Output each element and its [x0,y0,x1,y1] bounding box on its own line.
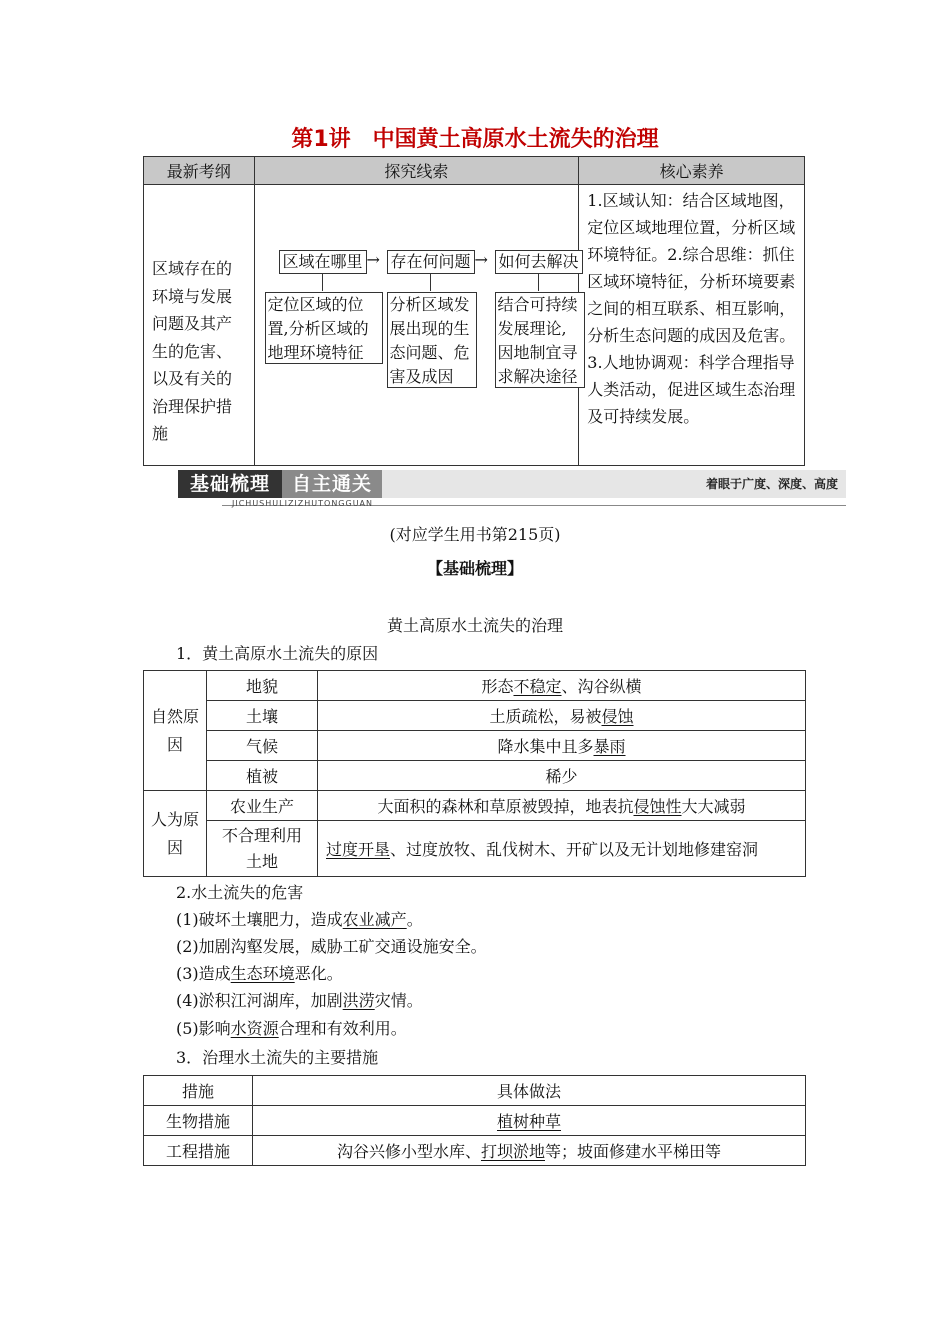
natural-causes-label: 自然原因 [144,671,207,791]
harm-item: (5)影响水资源合理和有效利用。 [176,1019,407,1038]
causes-table [143,670,806,877]
header-syllabus: 最新考纲 [144,157,255,185]
measure-header: 具体做法 [253,1076,806,1106]
cause-detail: 形态不稳定、沟谷纵横 [318,671,806,701]
measures-table [143,1075,806,1166]
harm-item: (1)破坏土壤肥力，造成农业减产。 [176,910,423,929]
cause-detail: 降水集中且多暴雨 [318,731,806,761]
clue-problem: 存在何问题 [387,250,475,274]
topic-heading: 黄土高原水土流失的治理 [386,616,563,635]
factor-cell: 气候 [207,731,318,761]
question-2: 2.水土流失的危害 [176,883,304,902]
overview-table [143,156,805,466]
factor-cell: 地貌 [207,671,318,701]
question-1: 1．黄土高原水土流失的原因 [176,644,379,663]
factor-cell: 植被 [207,761,318,791]
connector [430,273,431,291]
measure-detail: 沟谷兴修小型水库、打坝淤地等；坡面修建水平梯田等 [253,1136,806,1166]
syllabus-text: 区域存在的环境与发展问题及其产生的危害、以及有关的治理保护措施 [152,259,233,443]
measure-header: 措施 [144,1076,253,1106]
human-causes-label: 人为原因 [144,791,207,877]
factor-cell: 不合理利用土地 [207,821,318,877]
banner-title-light: 自主通关 [282,470,382,498]
cause-detail: 过度开垦、过度放牧、乱伐树木、开矿以及无计划地修建窑洞 [318,821,806,877]
clue-solve-detail: 结合可持续发展理论,因地制宜寻求解决途径 [495,292,585,388]
section-label: 【基础梳理】 [426,559,523,578]
measure-type: 工程措施 [144,1136,253,1166]
connector [322,273,323,291]
factor-cell: 农业生产 [207,791,318,821]
harm-item: (2)加剧沟壑发展，威胁工矿交通设施安全。 [176,937,487,956]
connector [538,273,539,291]
banner-slogan: 着眼于广度、深度、高度 [705,477,838,491]
clue-where: 区域在哪里 [279,250,367,274]
cause-detail: 稀少 [318,761,806,791]
header-literacy: 核心素养 [579,157,805,185]
header-clues: 探究线索 [254,157,579,185]
cause-detail: 大面积的森林和草原被毁掉，地表抗侵蚀性大大减弱 [318,791,806,821]
clue-diagram [254,185,579,466]
page-reference: (对应学生用书第215页) [389,525,561,544]
literacy-text: 1.区域认知：结合区域地图，定位区域地理位置，分析区域环境特征。2.综合思维：抓住区域环境特征，分析环境要素之间的相互联系、相互影响，分析生态问题的成因及危害。3.人地协调观：科学合理指导人类活动，促进区域生态治理及可持续发展。 [587,191,796,426]
page-title: 第1讲 中国黄土高原水土流失的治理 [291,127,659,152]
arrow-icon: → [474,250,488,269]
clue-where-detail: 定位区域的位置,分析区域的地理环境特征 [265,292,383,364]
banner-title-dark: 基础梳理 [178,470,282,498]
banner-pinyin: JICHUSHULIZIZHUTONGGUAN [232,499,374,508]
measure-detail: 植树种草 [253,1106,806,1136]
measure-type: 生物措施 [144,1106,253,1136]
harm-item: (3)造成生态环境恶化。 [176,964,343,983]
clue-problem-detail: 分析区域发展出现的生态问题、危害及成因 [387,292,477,388]
cause-detail: 土质疏松，易被侵蚀 [318,701,806,731]
question-3: 3．治理水土流失的主要措施 [176,1048,379,1067]
arrow-icon: → [366,250,380,269]
factor-cell: 土壤 [207,701,318,731]
clue-solve: 如何去解决 [495,250,583,274]
harm-item: (4)淤积江河湖库，加剧洪涝灾情。 [176,991,423,1010]
